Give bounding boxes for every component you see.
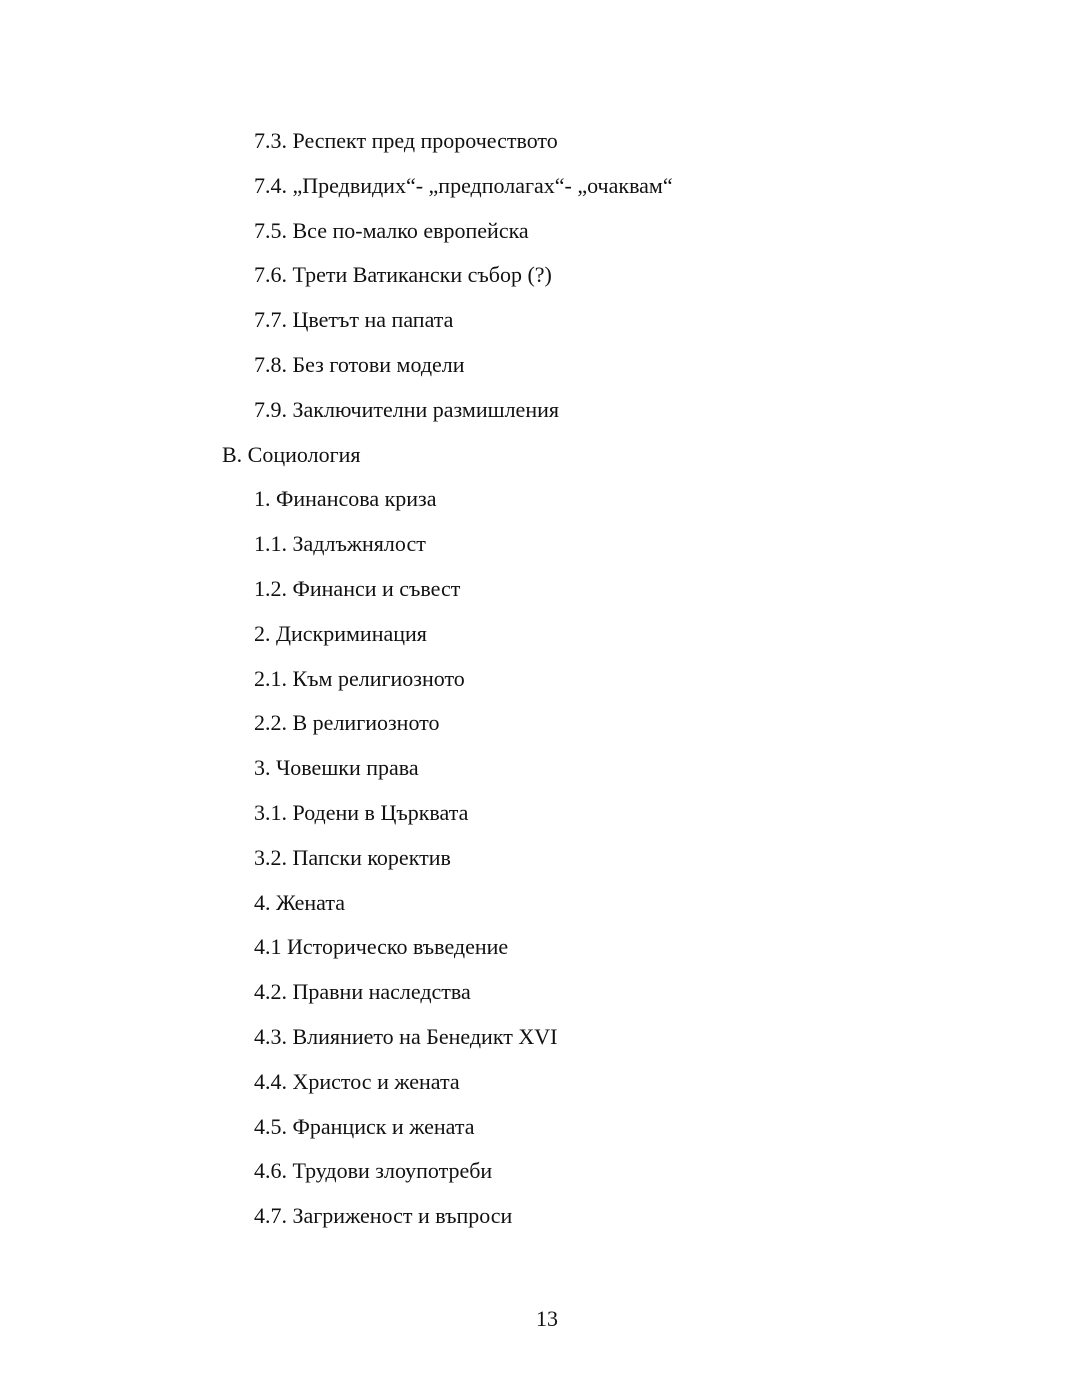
toc-section-heading: B. Социология	[222, 441, 361, 467]
toc-entry: 3.1. Родени в Църквата	[254, 799, 469, 825]
toc-entry: 3.2. Папски коректив	[254, 844, 451, 870]
toc-entry: 7.7. Цветът на папата	[254, 307, 454, 333]
toc-entry: 7.4. „Предвидих“- „предполагах“- „очаквам“	[254, 172, 673, 198]
toc-entry: 4.5. Франциск и жената	[254, 1113, 475, 1139]
toc-entry: 4.2. Правни наследства	[254, 979, 471, 1005]
toc-entry: 4.1 Историческо въведение	[254, 934, 509, 960]
toc-entry: 1.2. Финанси и съвест	[254, 575, 461, 601]
toc-entry: 1. Финансова криза	[254, 486, 437, 512]
toc-entry: 4.7. Загриженост и въпроси	[254, 1203, 513, 1229]
toc-entry: 7.8. Без готови модели	[254, 351, 465, 377]
toc-entry: 3. Човешки права	[254, 755, 419, 781]
toc-entry: 7.6. Трети Ватикански събор (?)	[254, 262, 552, 288]
toc-entry: 1.1. Задлъжнялост	[254, 531, 426, 557]
toc-entry: 2.1. Към религиозното	[254, 665, 465, 691]
page-number: 13	[536, 1306, 558, 1331]
table-of-contents	[0, 119, 673, 1239]
toc-entry: 4. Жената	[254, 889, 345, 915]
toc-entry: 4.6. Трудови злоупотреби	[254, 1158, 493, 1184]
toc-entry: 7.3. Респект пред пророчеството	[254, 128, 558, 153]
toc-entry: 7.5. Все по-малко европейска	[254, 217, 529, 243]
toc-entry: 4.4. Христос и жената	[254, 1068, 460, 1094]
toc-entry: 2. Дискриминация	[254, 620, 427, 646]
toc-entry: 7.9. Заключителни размишления	[254, 396, 559, 422]
toc-entry: 4.3. Влиянието на Бенедикт XVI	[254, 1023, 558, 1049]
toc-entry: 2.2. В религиозното	[254, 710, 440, 736]
